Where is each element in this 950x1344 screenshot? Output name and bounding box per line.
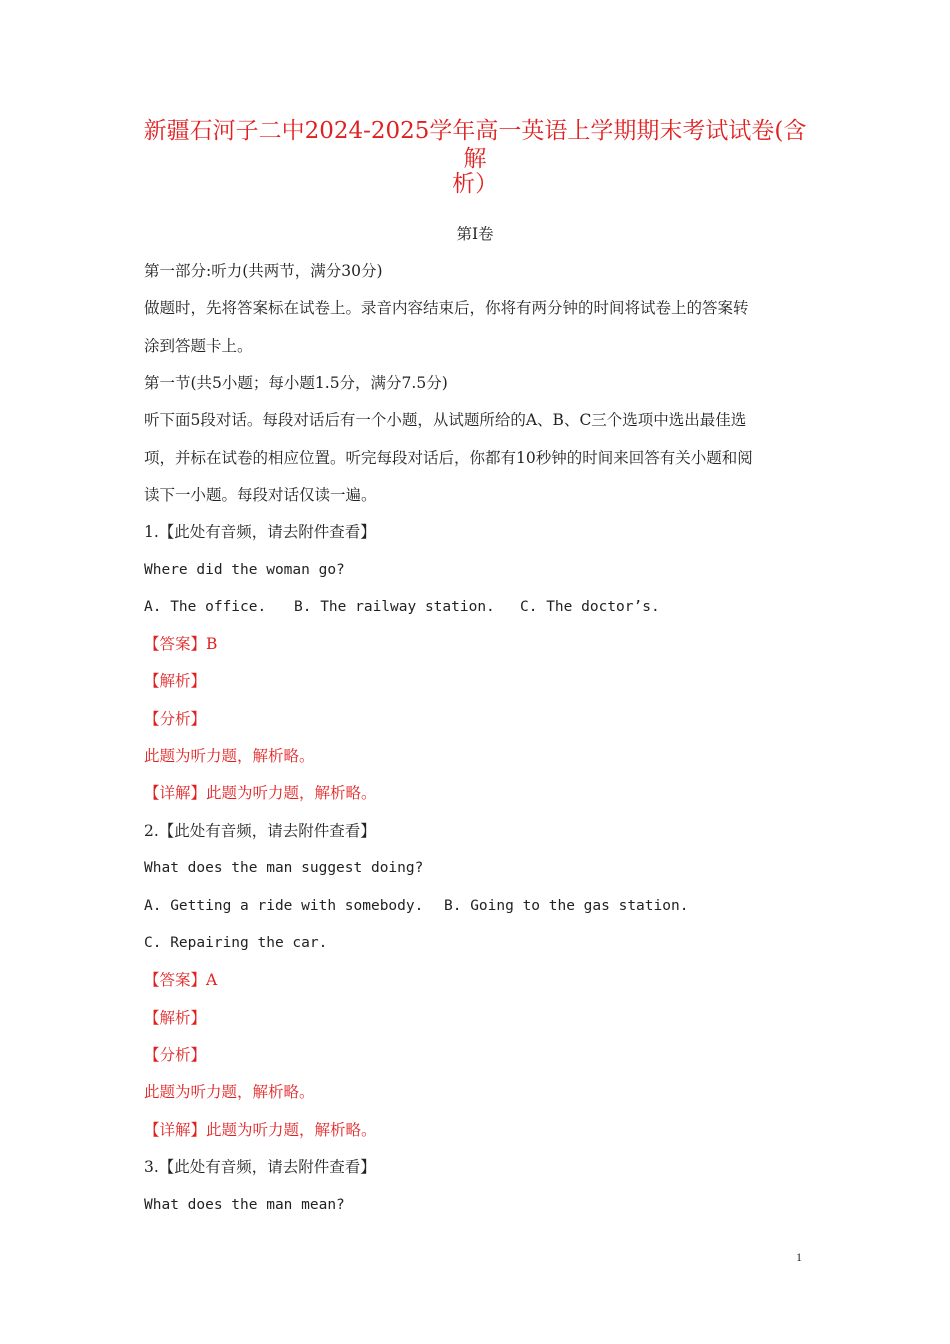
section-heading: 第一节(共5小题；每小题1.5分，满分7.5分) [144, 374, 448, 392]
answer-label: 【答案】B [144, 635, 218, 653]
section-description: 读下一小题。每段对话仅读一遍。 [144, 486, 377, 504]
option-a: A. Getting a ride with somebody. [144, 898, 424, 914]
section-description: 项，并标在试卷的相应位置。听完每段对话后，你都有10秒钟的时间来回答有关小题和阅 [144, 449, 753, 467]
detail-text: 【详解】此题为听力题，解析略。 [144, 1121, 377, 1139]
fenxi-text: 此题为听力题，解析略。 [144, 1083, 315, 1101]
instruction-line: 做题时，先将答案标在试卷上。录音内容结束后，你将有两分钟的时间将试卷上的答案转 [144, 299, 749, 317]
option-a: A. The office. [144, 599, 267, 615]
option-c: C. Repairing the car. [144, 935, 328, 951]
analysis-label: 【解析】 [144, 1009, 207, 1027]
question-header: 2.【此处有音频，请去附件查看】 [144, 822, 376, 840]
detail-text: 【详解】此题为听力题，解析略。 [144, 784, 377, 802]
doc-title-line2: 析） [452, 171, 498, 197]
question-options [144, 597, 660, 617]
question-text: Where did the woman go? [144, 562, 345, 578]
fenxi-label: 【分析】 [144, 710, 207, 728]
fenxi-text: 此题为听力题，解析略。 [144, 747, 315, 765]
analysis-label: 【解析】 [144, 672, 207, 690]
question-header: 3.【此处有音频，请去附件查看】 [144, 1158, 376, 1176]
doc-title-line1: 新疆石河子二中2024-2025学年高一英语上学期期末考试试卷(含解 [143, 118, 807, 172]
question-text: What does the man suggest doing? [144, 860, 424, 876]
section-description: 听下面5段对话。每段对话后有一个小题，从试题所给的A、B、C三个选项中选出最佳选 [144, 411, 747, 429]
question-text: What does the man mean? [144, 1197, 345, 1213]
instruction-line: 涂到答题卡上。 [144, 337, 253, 355]
option-b: B. The railway station. [294, 599, 495, 615]
question-header: 1.【此处有音频，请去附件查看】 [144, 523, 376, 541]
volume-heading: 第I卷 [456, 225, 494, 243]
question-options [144, 896, 688, 916]
part-heading: 第一部分:听力(共两节，满分30分) [144, 262, 383, 280]
answer-label: 【答案】A [144, 971, 218, 989]
page-number: 1 [796, 1250, 802, 1264]
fenxi-label: 【分析】 [144, 1046, 207, 1064]
option-c: C. The doctor’s. [520, 599, 660, 615]
option-b: B. Going to the gas station. [444, 898, 689, 914]
